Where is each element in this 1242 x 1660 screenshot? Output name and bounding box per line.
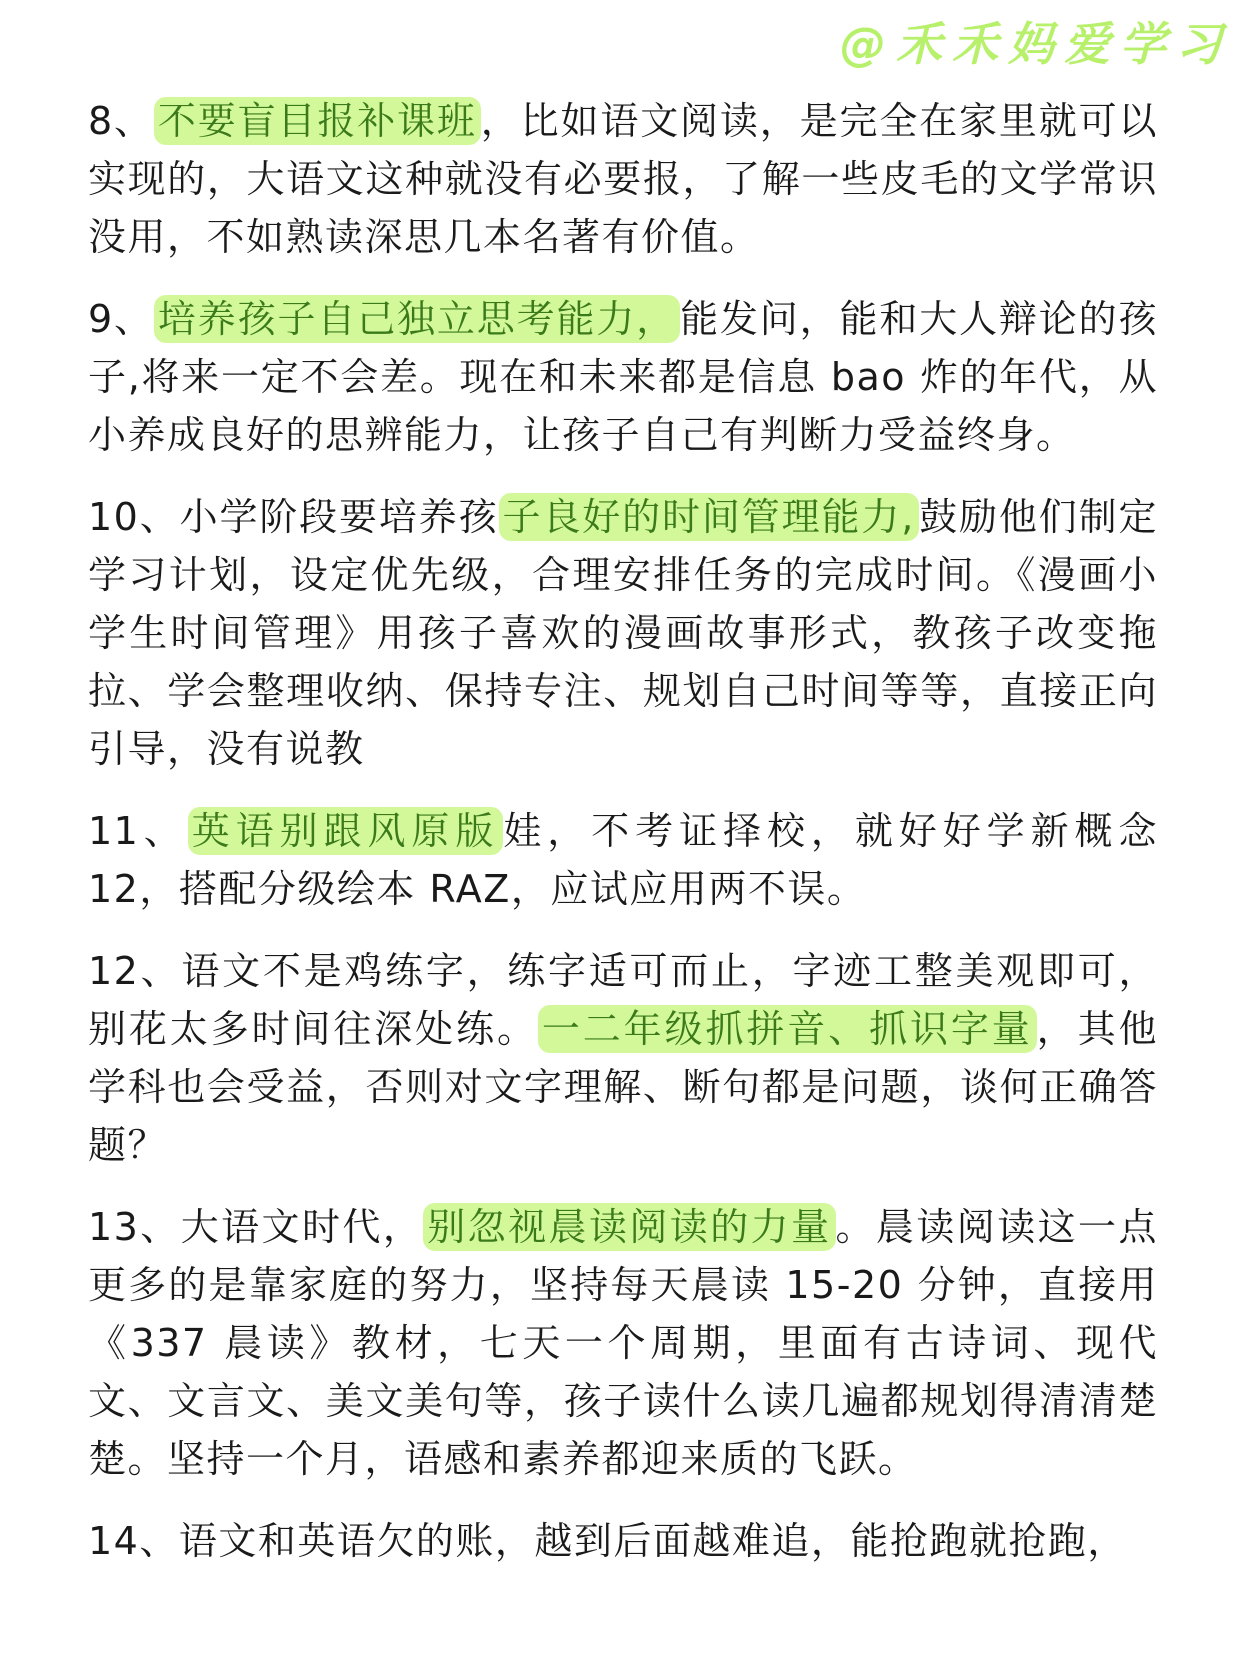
tip-text: 能发问，能和大人辩论的孩子,将来一定不会差。现在和未来都是信息 bao 炸的年代，从小养成良好的思辨能力，让孩子自己有判断力受益终身。 (88, 297, 1158, 457)
tip-item-10 (88, 488, 1158, 778)
tip-highlight: 子良好的时间管理能力, (499, 493, 919, 541)
tip-highlight: 英语别跟风原版 (188, 807, 504, 855)
tip-prefix: 14、语文和英语欠的账，越到后面越难追，能抢跑就抢跑， (88, 1519, 1127, 1563)
tip-item-14 (88, 1512, 1158, 1570)
tip-highlight: 培养孩子自己独立思考能力， (154, 295, 680, 343)
tip-item-13 (88, 1198, 1158, 1488)
tip-highlight: 不要盲目报补课班 (154, 97, 481, 145)
tip-text: ，其他学科也会受益，否则对文字理解、断句都是问题，谈何正确答题？ (88, 1007, 1158, 1167)
tip-prefix: 11、 (88, 809, 188, 853)
tip-text: 娃，不考证择校，就好好学新概念 12，搭配分级绘本 RAZ，应试应用两不误。 (88, 809, 1158, 911)
tip-prefix: 13、大语文时代， (88, 1205, 424, 1249)
tip-highlight: 别忽视晨读阅读的力量 (423, 1203, 835, 1251)
tip-text: 。晨读阅读这一点更多的是靠家庭的努力，坚持每天晨读 15-20 分钟，直接用《337 晨读》教材，七天一个周期，里面有古诗词、现代文、文言文、美文美句等，孩子读什么读几遍都规划得清清楚楚。坚持一个月，语感和素养都迎来质的飞跃。 (88, 1205, 1158, 1481)
tip-prefix: 8、 (88, 99, 154, 143)
article-body (88, 92, 1158, 1570)
tip-item-11 (88, 802, 1158, 918)
tip-item-9 (88, 290, 1158, 464)
tip-prefix: 10、小学阶段要培养孩 (88, 495, 499, 539)
tip-item-12 (88, 942, 1158, 1174)
watermark: @禾禾妈爱学习 (840, 17, 1232, 71)
tip-prefix: 12、语文不是鸡练字，练字适可而止，字迹工整美观即可，别花太多时间往深处练。 (88, 949, 1158, 1051)
tip-text: ，比如语文阅读，是完全在家里就可以实现的，大语文这种就没有必要报，了解一些皮毛的文学常识没用，不如熟读深思几本名著有价值。 (88, 99, 1158, 259)
tip-prefix: 9、 (88, 297, 154, 341)
tip-item-8 (88, 92, 1158, 266)
tip-text: 鼓励他们制定学习计划，设定优先级，合理安排任务的完成时间。《漫画小学生时间管理》用孩子喜欢的漫画故事形式，教孩子改变拖拉、学会整理收纳、保持专注、规划自己时间等等，直接正向引导，没有说教 (88, 495, 1158, 771)
tip-highlight: 一二年级抓拼音、抓识字量 (538, 1005, 1037, 1053)
